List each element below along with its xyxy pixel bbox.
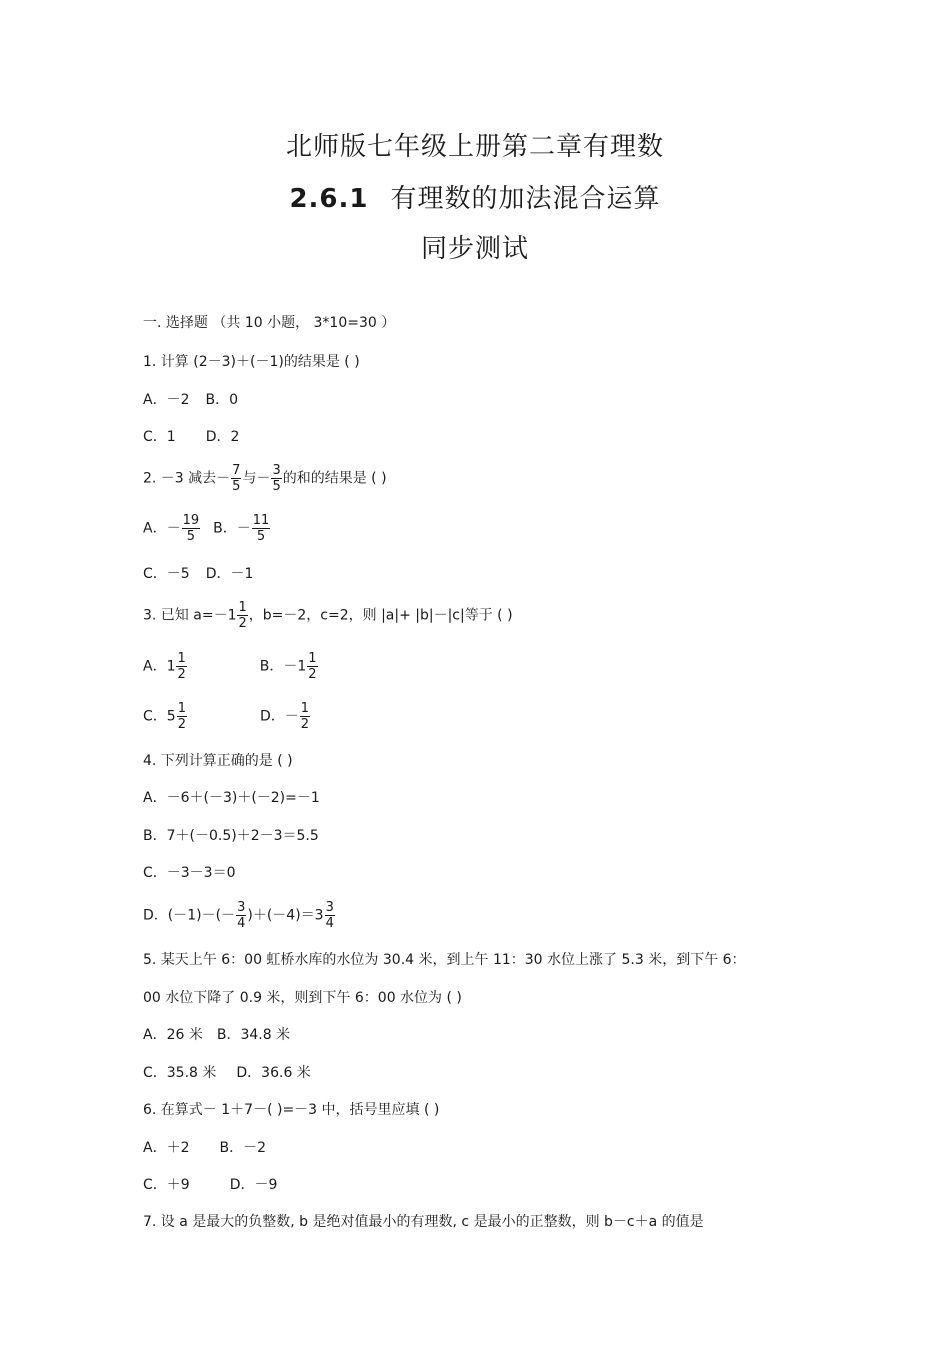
- question-6-options-cd: [143, 1175, 277, 1195]
- stem-text: 与－: [242, 470, 271, 487]
- fraction: [182, 513, 201, 544]
- stem-text: 的和的结果是 ( ): [282, 470, 387, 487]
- option-c: C．1: [143, 429, 176, 445]
- fraction: [237, 600, 247, 631]
- option-c: C．＋9: [143, 1177, 190, 1193]
- fraction: [271, 463, 281, 494]
- option-d: D．36.6 米: [236, 1065, 311, 1081]
- fraction: [325, 900, 335, 931]
- section-heading: 一. 选择题 （共 10 小题， 3*10=30 ）: [143, 315, 396, 331]
- denominator: 5: [256, 529, 266, 544]
- option-a: A．－2: [143, 392, 190, 408]
- option-d: D．2: [205, 429, 240, 445]
- option-c: C．35.8 米: [143, 1065, 217, 1081]
- question-7-stem: 7. 设 a 是最大的负整数, b 是绝对值最小的有理数, c 是最小的正整数，则 b－c＋a 的值是: [143, 1214, 704, 1230]
- option-a: A．＋2: [143, 1140, 190, 1156]
- test-subtitle: 同步测试: [420, 234, 529, 264]
- option-a: A．26 米: [143, 1027, 203, 1043]
- option-d-text: )＋(－4)＝3: [247, 907, 324, 924]
- numerator: 1: [300, 701, 310, 716]
- question-6-stem: 6. 在算式－ 1＋7－( )=－3 中，括号里应填 ( ): [143, 1102, 440, 1118]
- denominator: 2: [300, 717, 310, 732]
- fraction: [176, 651, 186, 682]
- question-2-options-cd: [143, 564, 253, 584]
- option-b: B．0: [205, 392, 238, 408]
- lesson-title: [0, 178, 950, 215]
- option-b: B．34.8 米: [216, 1027, 291, 1043]
- question-3-stem: [143, 600, 513, 631]
- option-c: C．－5: [143, 566, 190, 582]
- question-1-options-ab: [143, 390, 238, 410]
- denominator: 2: [308, 667, 317, 682]
- option-d: D．(－1)－(－: [143, 907, 236, 924]
- question-3-options-cd: [143, 701, 311, 732]
- option-b: B．－1: [259, 658, 307, 675]
- lesson-topic: 有理数的加法混合运算: [390, 184, 661, 214]
- question-4-option-c: C．－3－3＝0: [143, 865, 236, 881]
- denominator: 2: [177, 667, 186, 682]
- question-3-options-ab: [143, 651, 319, 682]
- document-title: 北师版七年级上册第二章有理数: [285, 132, 664, 162]
- lesson-number: 2.6.1: [289, 184, 369, 214]
- denominator: 5: [272, 479, 281, 494]
- fraction: [300, 701, 310, 732]
- stem-text: ，b=－2，c=2，则 |a|+ |b|－|c|等于 ( ): [248, 607, 513, 624]
- stem-text: 3. 已知 a=－1: [143, 607, 237, 624]
- denominator: 2: [238, 616, 247, 631]
- option-a: A．－: [143, 520, 181, 537]
- question-5-stem-line1: 5. 某天上午 6：00 虹桥水库的水位为 30.4 米，到上午 11：30 水位上涨了 5.3 米，到下午 6：: [143, 952, 746, 968]
- numerator: 1: [308, 651, 317, 666]
- fraction: [252, 513, 271, 544]
- numerator: 7: [232, 463, 241, 478]
- numerator: 3: [237, 900, 246, 915]
- numerator: 11: [252, 513, 270, 528]
- denominator: 5: [232, 479, 241, 494]
- option-b: B．－2: [219, 1140, 266, 1156]
- denominator: 5: [186, 529, 195, 544]
- option-d: D．－1: [205, 566, 254, 582]
- numerator: 3: [272, 463, 281, 478]
- fraction: [177, 701, 187, 732]
- denominator: 4: [237, 916, 246, 931]
- option-b: B．－: [213, 520, 251, 537]
- question-2-options-ab: [143, 513, 271, 544]
- question-6-options-ab: [143, 1138, 266, 1158]
- option-d: D．－9: [229, 1177, 278, 1193]
- option-c: C．5: [143, 708, 176, 725]
- numerator: 19: [182, 513, 200, 528]
- question-4-option-d: [143, 900, 336, 931]
- numerator: 3: [325, 900, 334, 915]
- question-2-stem: [143, 463, 387, 494]
- option-a: A．1: [143, 658, 176, 675]
- fraction: [307, 651, 317, 682]
- question-5-options-cd: [143, 1063, 311, 1083]
- question-4-stem: 4. 下列计算正确的是 ( ): [143, 753, 293, 769]
- question-4-option-a: A．－6＋(－3)＋(－2)=－1: [143, 790, 320, 806]
- question-4-option-b: B．7＋(－0.5)＋2－3＝5.5: [143, 828, 319, 844]
- question-1-stem: 1. 计算 (2－3)＋(－1)的结果是 ( ): [143, 354, 360, 370]
- question-1-options-cd: [143, 427, 239, 447]
- numerator: 1: [177, 651, 186, 666]
- stem-text: 2. －3 减去－: [143, 470, 231, 487]
- fraction: [236, 900, 246, 931]
- question-5-options-ab: [143, 1025, 290, 1045]
- question-5-stem-line2: 00 水位下降了 0.9 米，则到下午 6：00 水位为 ( ): [143, 990, 462, 1006]
- numerator: 1: [238, 600, 247, 615]
- fraction: [231, 463, 241, 494]
- option-d: D．－: [259, 708, 299, 725]
- denominator: 2: [177, 717, 186, 732]
- numerator: 1: [177, 701, 186, 716]
- denominator: 4: [325, 916, 334, 931]
